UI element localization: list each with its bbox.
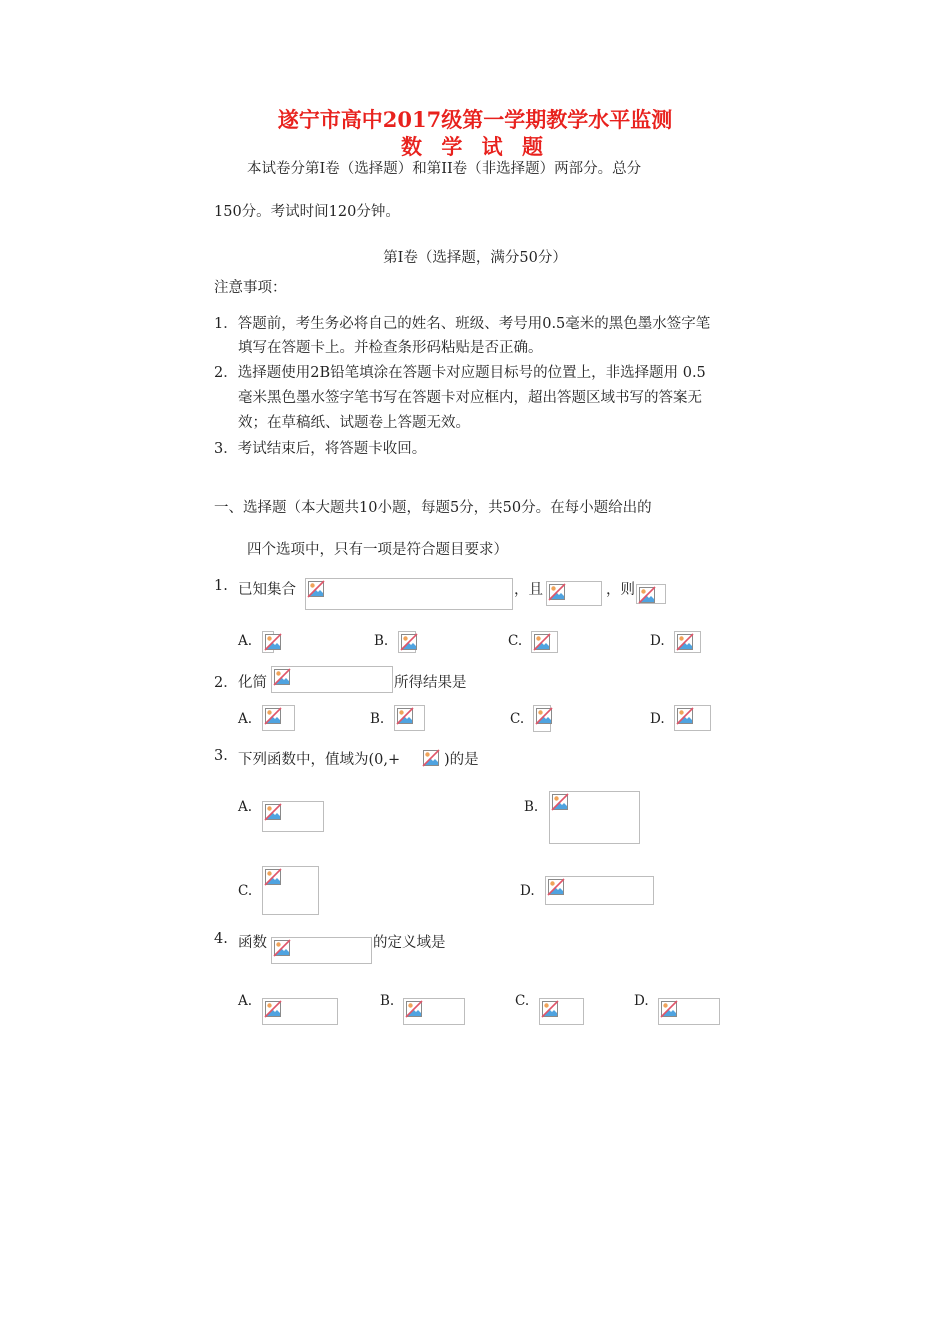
broken-image-icon [676, 707, 694, 725]
q2-option-c-image [533, 705, 551, 732]
note-line: 3．考试结束后，将答题卡收回。 [214, 441, 427, 457]
q1-number: 1. [214, 578, 228, 594]
q1-formula-image [636, 584, 666, 604]
note-line: 2．选择题使用2B铅笔填涂在答题卡对应题目标号的位置上，非选择题用 0.5 [214, 365, 706, 381]
q1-option-d-image [674, 631, 701, 653]
q4-option-a-image [262, 998, 338, 1025]
broken-image-icon [548, 583, 566, 601]
q3-option-b: B. [524, 799, 539, 815]
q1-option-b-image [398, 631, 416, 653]
section1-heading-cont: 四个选项中，只有一项是符合题目要求） [247, 542, 508, 558]
broken-image-icon [535, 707, 553, 725]
q3-option-c: C. [238, 883, 253, 899]
broken-image-icon [264, 868, 282, 886]
broken-image-icon [405, 1000, 423, 1018]
broken-image-icon [264, 1000, 282, 1018]
q3-option-b-image [549, 791, 640, 844]
q1-text-mid: ，且 [514, 582, 543, 598]
q1-formula-image [305, 578, 513, 610]
q3-option-d-image [545, 876, 654, 905]
note-line: 填写在答题卡上。并检查条形码粘贴是否正确。 [238, 340, 543, 356]
q3-number: 3. [214, 748, 228, 764]
note-line: 毫米黑色墨水签字笔书写在答题卡对应框内，超出答题区域书写的答案无 [238, 390, 702, 406]
q4-formula-image [271, 937, 372, 964]
intro-line-1: 本试卷分第Ⅰ卷（选择题）和第II卷（非选择题）两部分。总分 [247, 161, 642, 177]
q4-option-b: B. [380, 993, 395, 1009]
q2-option-b-image [394, 705, 425, 731]
q3-option-a: A. [238, 799, 253, 815]
q1-text-post: ，则 [606, 582, 635, 598]
q2-option-d: D. [650, 711, 665, 727]
q4-option-d-image [658, 998, 720, 1025]
q1-option-a: A. [238, 633, 253, 649]
intro-line-2: 150分。考试时间120分钟。 [214, 204, 400, 220]
broken-image-icon [551, 793, 569, 811]
q3-infinity-image [421, 748, 442, 767]
broken-image-icon [307, 580, 325, 598]
q4-option-d: D. [634, 993, 649, 1009]
q1-option-d: D. [650, 633, 665, 649]
section1-heading: 一、选择题（本大题共10小题，每题5分，共50分。在每小题给出的 [214, 500, 652, 516]
q3-option-a-image [262, 801, 324, 832]
broken-image-icon [533, 633, 551, 651]
q4-option-c-image [539, 998, 584, 1025]
broken-image-icon [660, 1000, 678, 1018]
q2-formula-image [271, 666, 393, 693]
broken-image-icon [264, 633, 282, 651]
note-line: 效；在草稿纸、试题卷上答题无效。 [238, 415, 470, 431]
q2-text-post: 所得结果是 [394, 675, 467, 691]
q1-option-c: C. [508, 633, 523, 649]
broken-image-icon [396, 707, 414, 725]
broken-image-icon [400, 633, 418, 651]
q3-option-d: D. [520, 883, 535, 899]
broken-image-icon [273, 939, 291, 957]
q2-number: 2． [214, 675, 238, 691]
note-line: 1．答题前，考生务必将自己的姓名、班级、考号用0.5毫米的黑色墨水签字笔 [214, 316, 711, 332]
q4-option-c: C. [515, 993, 530, 1009]
part1-heading: 第Ⅰ卷（选择题，满分50分） [383, 250, 567, 266]
q1-option-c-image [531, 631, 558, 653]
q4-text: 函数 [238, 935, 267, 951]
broken-image-icon [547, 878, 565, 896]
broken-image-icon [676, 633, 694, 651]
broken-image-icon [541, 1000, 559, 1018]
q1-option-a-image [262, 631, 274, 653]
q2-option-d-image [674, 705, 711, 731]
broken-image-icon [264, 707, 282, 725]
q2-option-a: A. [238, 711, 253, 727]
q1-option-b: B. [374, 633, 389, 649]
q2-option-a-image [262, 705, 295, 731]
q1-formula-image [546, 581, 602, 606]
broken-image-icon [422, 749, 440, 767]
q2-text: 化简 [238, 675, 267, 691]
q4-number: 4. [214, 931, 228, 947]
q4-option-a: A. [238, 993, 253, 1009]
broken-image-icon [638, 586, 656, 604]
q4-option-b-image [403, 998, 465, 1025]
notes-heading: 注意事项： [214, 280, 287, 296]
q3-option-c-image [262, 866, 319, 915]
q2-option-b: B. [370, 711, 385, 727]
document-title: 遂宁市高中2017级第一学期教学水平监测 [277, 107, 673, 132]
q1-text: 已知集合 [238, 582, 296, 598]
broken-image-icon [273, 668, 291, 686]
q3-text: 下列函数中，值域为(0,+ [238, 752, 401, 768]
q2-option-c: C. [510, 711, 525, 727]
broken-image-icon [264, 803, 282, 821]
q4-text-post: 的定义域是 [373, 935, 446, 951]
q3-text-post: )的是 [444, 752, 479, 768]
document-subtitle: 数 学 试 题 [401, 134, 549, 159]
